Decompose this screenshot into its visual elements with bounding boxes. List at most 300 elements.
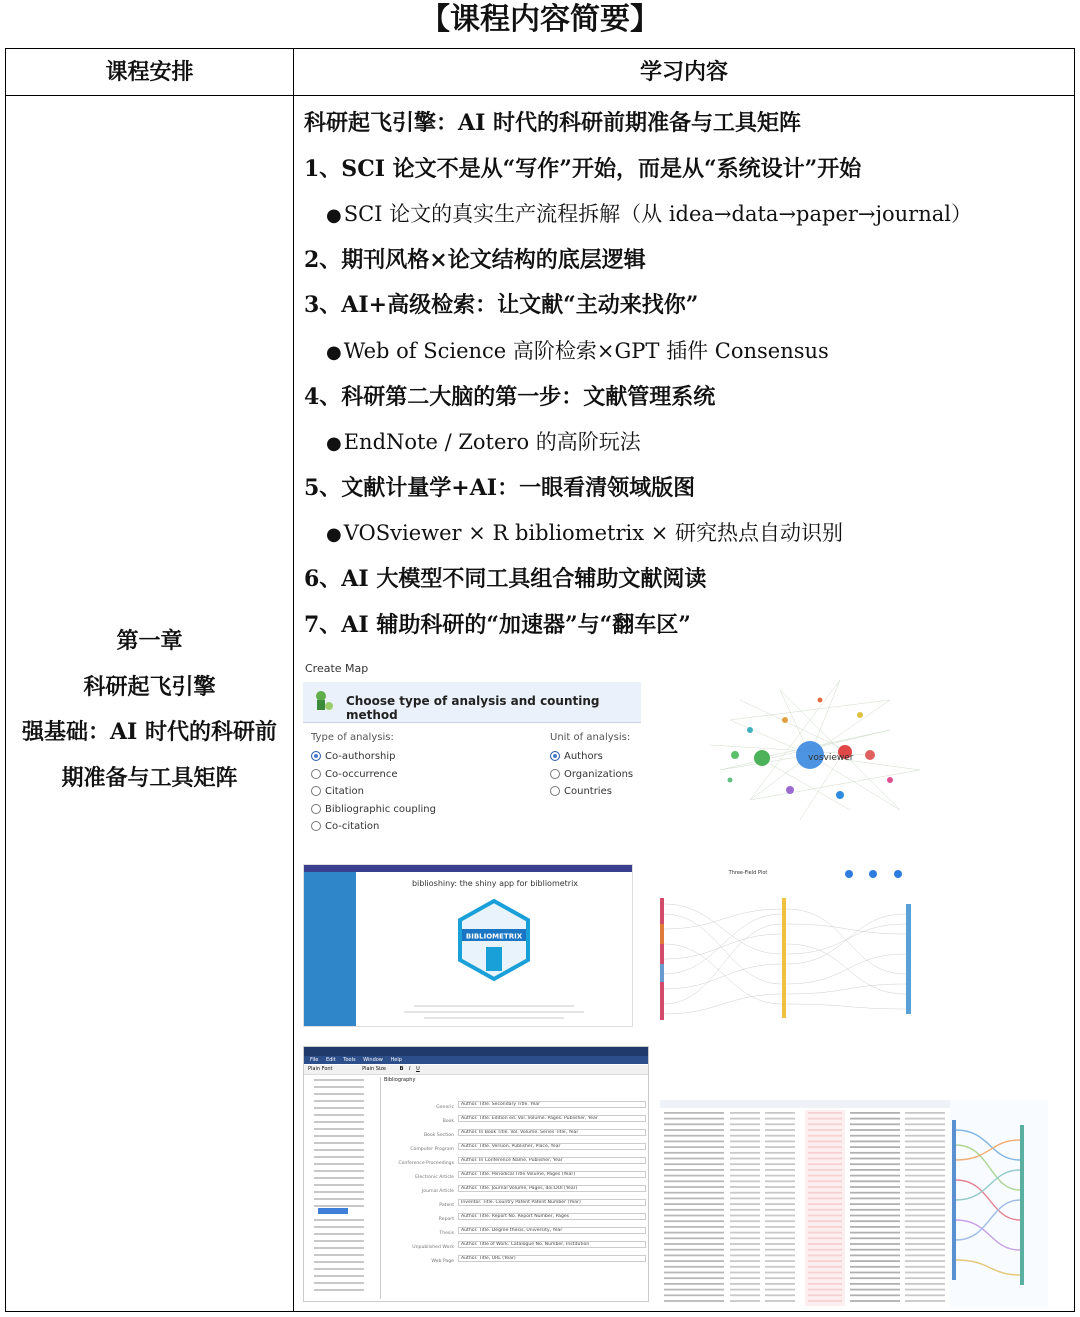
table-cell-line	[664, 1300, 724, 1302]
bullet-text: SCI 论文的真实生产流程拆解（从 idea→data→paper→journal）	[343, 202, 972, 227]
table-cell-line	[765, 1112, 795, 1114]
menu-file[interactable]: File	[310, 1057, 319, 1063]
table-cell-line	[765, 1123, 795, 1125]
table-cell-line	[730, 1158, 760, 1160]
network-nodes	[728, 698, 894, 800]
table-cell-line	[765, 1175, 795, 1177]
table-cell-line	[765, 1237, 795, 1239]
table-cell-line	[664, 1255, 724, 1257]
table-cell-line	[905, 1220, 945, 1222]
table-cell-line	[765, 1220, 795, 1222]
table-cell-line	[905, 1277, 945, 1279]
logo-text: BIBLIOMETRIX	[465, 932, 523, 941]
table-cell-line	[905, 1289, 945, 1291]
table-cell-line	[730, 1266, 760, 1268]
table-cell-line	[664, 1123, 724, 1125]
template-row[interactable]	[384, 1143, 646, 1153]
template-row[interactable]	[384, 1185, 646, 1195]
table-cell-line	[850, 1272, 900, 1274]
table-cell-line	[905, 1192, 945, 1194]
table-cell-line	[765, 1243, 795, 1245]
radio-icon	[311, 821, 321, 831]
radio-icon	[550, 769, 560, 779]
table-cell-line	[664, 1135, 724, 1137]
bullet-text: Web of Science 高阶检索×GPT 插件 Consensus	[343, 338, 829, 363]
editor-titlebar	[304, 1047, 649, 1056]
table-cell-line	[765, 1186, 795, 1188]
table-cell-line	[850, 1300, 900, 1302]
table-cell-line	[730, 1129, 760, 1131]
bullet-icon: ●	[326, 524, 342, 546]
type-option-citation[interactable]: Citation	[311, 783, 436, 801]
tree-items	[314, 1079, 364, 1081]
type-of-analysis-label: Type of analysis:	[311, 732, 394, 743]
header-schedule: 课程安排	[105, 59, 194, 85]
ref-template-text: Author. Title. Secondary Title. Year	[458, 1101, 646, 1108]
table-cell-line	[850, 1141, 900, 1143]
table-cell-line	[730, 1260, 760, 1262]
table-cell-line	[730, 1220, 760, 1222]
table-cell-line	[905, 1118, 945, 1120]
table-cell-line	[905, 1232, 945, 1234]
table-cell-line	[905, 1141, 945, 1143]
font-selector[interactable]: Plain Font	[308, 1066, 333, 1072]
style-tree	[308, 1077, 381, 1299]
unit-option-authors[interactable]: Authors	[550, 748, 633, 766]
type-option-co-authorship[interactable]: Co-authorship	[311, 748, 436, 766]
table-cell-line	[850, 1215, 900, 1217]
content-bullet-4	[304, 511, 1064, 557]
table-cell-line	[850, 1294, 900, 1296]
table-cell-line	[765, 1158, 795, 1160]
unit-options	[550, 748, 633, 801]
table-cell-line	[905, 1169, 945, 1171]
template-row[interactable]	[384, 1213, 646, 1223]
dialog-step-title: Choose type of analysis and counting method	[346, 694, 600, 722]
table-cell-line	[664, 1237, 724, 1239]
table-cell-line	[664, 1266, 724, 1268]
type-option-bibliographic-coupling[interactable]: Bibliographic coupling	[311, 801, 436, 819]
content-item-1: 1、SCI 论文不是从“写作”开始，而是从“系统设计”开始	[304, 155, 862, 182]
radio-selected-icon	[311, 751, 321, 761]
three-field-plot-screenshot	[658, 864, 936, 1027]
table-cell-line	[730, 1112, 760, 1114]
table-cell-line	[730, 1123, 760, 1125]
table-cell-line	[765, 1203, 795, 1205]
table-cell-line	[730, 1215, 760, 1217]
endnote-style-editor-screenshot	[303, 1046, 649, 1302]
ref-type-label: Conference Proceedings	[398, 1161, 454, 1166]
table-cell-line	[730, 1169, 760, 1171]
bibliometrix-logo-icon	[456, 899, 532, 983]
table-cell-line	[850, 1135, 900, 1137]
table-cell-line	[850, 1180, 900, 1182]
template-row[interactable]	[384, 1255, 646, 1265]
table-cell-line	[730, 1152, 760, 1154]
template-row[interactable]	[384, 1157, 646, 1167]
table-cell-line	[730, 1118, 760, 1120]
table-cell-line	[664, 1272, 724, 1274]
ref-template-text: Author. Title of Work. Catalogue No. Number, Institution	[458, 1241, 646, 1248]
template-row[interactable]	[384, 1241, 646, 1251]
table-cell-line	[905, 1180, 945, 1182]
ref-template-text: Author. Title. Journal Volume, Pages, doi:DOI (Year)	[458, 1185, 646, 1192]
biblioshiny-title: biblioshiny: the shiny app for bibliometrix	[411, 879, 579, 888]
bullet-icon: ●	[326, 433, 342, 455]
table-cell-line	[850, 1158, 900, 1160]
table-cell-line	[730, 1146, 760, 1148]
template-panel	[384, 1077, 646, 1299]
table-cell-line	[664, 1215, 724, 1217]
table-cell-line	[664, 1112, 724, 1114]
table-cell-line	[730, 1249, 760, 1251]
table-cell-line	[850, 1152, 900, 1154]
table-cell-line	[765, 1146, 795, 1148]
zoom-icon	[845, 870, 853, 878]
table-cell-line	[850, 1146, 900, 1148]
ref-template-text: Author. Title. Report No. Report Number, Pages	[458, 1213, 646, 1220]
radio-icon	[311, 769, 321, 779]
caption-line	[404, 1011, 584, 1013]
table-cell-line	[730, 1232, 760, 1234]
editor-menubar	[304, 1056, 649, 1064]
content-bullet-1	[304, 192, 1064, 238]
table-cell-line	[765, 1266, 795, 1268]
plot-toolbar	[844, 869, 914, 879]
template-row[interactable]	[384, 1115, 646, 1125]
table-cell-line	[664, 1180, 724, 1182]
type-option-co-citation[interactable]: Co-citation	[311, 818, 436, 836]
content-bullet-2	[304, 329, 1064, 375]
table-cell-line	[765, 1135, 795, 1137]
chapter-subtitle-2: 期准备与工具矩阵	[61, 764, 238, 791]
table-cell-line	[730, 1180, 760, 1182]
size-selector[interactable]: Plain Size	[362, 1066, 386, 1072]
table-cell-line	[730, 1283, 760, 1285]
table-cell-line	[850, 1266, 900, 1268]
biblioshiny-screenshot	[303, 864, 633, 1027]
table-cell-line	[765, 1141, 795, 1143]
table-cell-line	[850, 1260, 900, 1262]
table-cell-line	[850, 1169, 900, 1171]
underline-icon[interactable]: U	[416, 1066, 420, 1072]
table-cell-line	[850, 1255, 900, 1257]
radio-selected-icon	[550, 751, 560, 761]
caption-line	[424, 1017, 564, 1019]
table-cell-line	[765, 1294, 795, 1296]
ref-type-label: Book	[442, 1119, 454, 1124]
ref-type-label: Book Section	[424, 1133, 454, 1138]
bold-icon[interactable]: B	[399, 1066, 404, 1072]
table-cell-line	[730, 1294, 760, 1296]
table-cell-line	[905, 1243, 945, 1245]
table-cell-line	[664, 1243, 724, 1245]
template-row[interactable]	[384, 1129, 646, 1139]
bullet-text: EndNote / Zotero 的高阶玩法	[343, 430, 641, 455]
table-cell-line	[905, 1175, 945, 1177]
panel-title: Bibliography	[384, 1077, 416, 1083]
table-cell-line	[730, 1237, 760, 1239]
table-cell-line	[850, 1175, 900, 1177]
editor-toolbar	[304, 1065, 649, 1075]
ref-type-label: Electronic Article	[415, 1175, 454, 1180]
table-cell-line	[765, 1232, 795, 1234]
table-cell-line	[664, 1163, 724, 1165]
template-row[interactable]	[384, 1199, 646, 1209]
menu-help[interactable]: Help	[390, 1057, 402, 1063]
table-cell-line	[850, 1112, 900, 1114]
table-cell-line	[765, 1226, 795, 1228]
network-center-label: vosviewer	[808, 753, 854, 763]
table-cell-line	[765, 1249, 795, 1251]
content-bullet-3	[304, 420, 1064, 466]
table-cell-line	[905, 1272, 945, 1274]
table-cell-line	[850, 1123, 900, 1125]
table-cell-line	[664, 1141, 724, 1143]
table-cell-line	[765, 1300, 795, 1302]
chapter-number: 第一章	[116, 628, 183, 654]
table-cell-line	[905, 1186, 945, 1188]
table-cell-line	[765, 1129, 795, 1131]
table-cell-line	[765, 1215, 795, 1217]
ref-template-text: Inventor. Title. Country Patent Patent Number (Year)	[458, 1199, 646, 1206]
threefield-title: Three-Field Plot	[728, 870, 768, 876]
table-cell-line	[850, 1163, 900, 1165]
ref-template-text: Author. Title. Periodical Title Volume, Pages (Year)	[458, 1171, 646, 1178]
table-cell-line	[664, 1129, 724, 1131]
table-cell-line	[850, 1129, 900, 1131]
bullet-icon: ●	[326, 341, 342, 363]
table-cell-line	[850, 1220, 900, 1222]
table-cell-line	[730, 1141, 760, 1143]
header-divider	[6, 95, 1074, 96]
table-cell-line	[850, 1277, 900, 1279]
ref-template-text: Author. Title, URL (Year)	[458, 1255, 646, 1262]
template-row[interactable]	[384, 1227, 646, 1237]
column-divider	[293, 49, 294, 1311]
vosviewer-dialog-screenshot	[303, 660, 641, 844]
chapter-name: 科研起飞引擎	[83, 673, 216, 700]
table-cell-line	[905, 1249, 945, 1251]
table-cell-line	[730, 1255, 760, 1257]
ref-template-text: Author. Title. Version. Publisher, Place, Year	[458, 1143, 646, 1150]
table-cell-line	[664, 1186, 724, 1188]
table-cell-line	[850, 1232, 900, 1234]
table-cell-line	[664, 1232, 724, 1234]
page-title: 【课程内容简要】	[420, 2, 660, 37]
table-cell-line	[765, 1163, 795, 1165]
table-cell-line	[730, 1198, 760, 1200]
table-cell-line	[765, 1260, 795, 1262]
type-options	[311, 748, 436, 836]
table-cell-line	[730, 1209, 760, 1211]
table-cell-line	[905, 1112, 945, 1114]
table-cell-line	[850, 1237, 900, 1239]
table-cell-line	[850, 1289, 900, 1291]
ref-type-label: Thesis	[439, 1231, 454, 1236]
table-cell-line	[850, 1226, 900, 1228]
table-cell-line	[664, 1146, 724, 1148]
unit-option-organizations[interactable]: Organizations	[550, 766, 633, 784]
radio-icon	[311, 804, 321, 814]
ref-template-text: Author. Title. Degree thesis, University, Year	[458, 1227, 646, 1234]
table-cell-line	[850, 1283, 900, 1285]
table-cell-line	[664, 1198, 724, 1200]
template-row[interactable]	[384, 1171, 646, 1181]
table-cell-line	[765, 1169, 795, 1171]
caption-line	[414, 1005, 574, 1007]
sankey-diagram	[658, 894, 936, 1024]
ref-type-label: Computer Program	[410, 1147, 454, 1152]
template-row[interactable]	[384, 1101, 646, 1111]
table-cell-line	[664, 1169, 724, 1171]
dialog-step-header	[303, 682, 641, 723]
tree-selected-item[interactable]	[318, 1208, 348, 1214]
content-item-5: 5、文献计量学+AI：一眼看清领域版图	[304, 474, 696, 501]
table-cell-line	[765, 1277, 795, 1279]
table-cell-line	[730, 1135, 760, 1137]
table-cell-line	[765, 1198, 795, 1200]
unit-option-countries[interactable]: Countries	[550, 783, 633, 801]
table-cell-line	[730, 1289, 760, 1291]
menu-tools[interactable]: Tools	[343, 1057, 356, 1063]
table-cell-line	[850, 1192, 900, 1194]
chapter-cell	[6, 619, 293, 801]
ref-template-text: Author. In Book Title. Vol. Volume. Series Title, Year	[458, 1129, 646, 1136]
radio-icon	[311, 786, 321, 796]
table-cell-line	[905, 1135, 945, 1137]
content-heading: 科研起飞引擎：AI 时代的科研前期准备与工具矩阵	[304, 110, 802, 136]
table-cell-line	[730, 1300, 760, 1302]
unit-of-analysis-label: Unit of analysis:	[550, 732, 631, 743]
table-cell-line	[850, 1186, 900, 1188]
table-cell-line	[765, 1255, 795, 1257]
table-cell-line	[664, 1209, 724, 1211]
content-item-3: 3、AI+高级检索：让文献“主动来找你”	[304, 292, 699, 319]
ref-type-label: Journal Article	[421, 1189, 454, 1194]
table-cell-line	[664, 1118, 724, 1120]
table-cell-line	[850, 1203, 900, 1205]
table-cell-line	[730, 1243, 760, 1245]
content-list	[304, 101, 1064, 648]
network-graph	[690, 660, 950, 844]
dialog-window-title: Create Map	[305, 662, 369, 675]
table-cell-line	[730, 1163, 760, 1165]
table-cell-line	[850, 1209, 900, 1211]
table-cell-line	[905, 1260, 945, 1262]
settings-icon	[894, 870, 902, 878]
table-cell-line	[765, 1192, 795, 1194]
ref-type-label: Generic	[436, 1105, 454, 1110]
table-cell-line	[905, 1300, 945, 1302]
chapter-subtitle-1: 强基础：AI 时代的科研前	[21, 719, 278, 745]
table-cell-line	[765, 1283, 795, 1285]
table-cell-line	[905, 1255, 945, 1257]
ref-type-label: Patent	[439, 1203, 454, 1208]
table-cell-line	[905, 1237, 945, 1239]
wizard-icon	[311, 688, 335, 714]
table-cell-line	[765, 1272, 795, 1274]
table-cell-line	[905, 1129, 945, 1131]
radio-icon	[550, 786, 560, 796]
menu-edit[interactable]: Edit	[325, 1057, 336, 1063]
table-and-flow	[660, 1100, 1048, 1308]
table-cell-line	[905, 1215, 945, 1217]
table-cell-line	[730, 1186, 760, 1188]
menu-window[interactable]: Window	[363, 1057, 383, 1063]
table-cell-line	[664, 1260, 724, 1262]
table-cell-line	[905, 1226, 945, 1228]
table-cell-line	[905, 1123, 945, 1125]
ref-type-label: Web Page	[431, 1259, 454, 1264]
content-item-6: 6、AI 大模型不同工具组合辅助文献阅读	[304, 565, 707, 592]
table-cell-line	[905, 1203, 945, 1205]
export-icon	[869, 870, 877, 878]
table-cell-line	[850, 1243, 900, 1245]
table-cell-line	[730, 1277, 760, 1279]
table-cell-line	[664, 1203, 724, 1205]
table-cell-line	[905, 1294, 945, 1296]
table-cell-line	[664, 1175, 724, 1177]
network-map-screenshot	[690, 660, 950, 844]
table-cell-line	[765, 1118, 795, 1120]
ref-template-text: Author. In Conference Name. Publisher, Year	[458, 1157, 646, 1164]
table-cell-line	[905, 1266, 945, 1268]
table-cell-line	[664, 1294, 724, 1296]
table-cell-line	[905, 1163, 945, 1165]
table-cell-line	[664, 1226, 724, 1228]
table-cell-line	[905, 1283, 945, 1285]
ref-template-text: Author. Title. Edition ed. Vol. Volume. Pages. Publisher, Year	[458, 1115, 646, 1122]
app-topbar	[304, 865, 633, 872]
header-content: 学习内容	[639, 59, 728, 85]
content-item-7: 7、AI 辅助科研的“加速器”与“翻车区”	[304, 611, 691, 638]
table-cell-line	[765, 1289, 795, 1291]
ref-type-label: Unpublished Work	[412, 1245, 454, 1250]
bullet-icon: ●	[326, 205, 342, 227]
table-cell-line	[905, 1152, 945, 1154]
table-cell-line	[664, 1283, 724, 1285]
ref-type-label: Report	[438, 1217, 454, 1222]
table-cell-line	[664, 1152, 724, 1154]
table-cell-line	[664, 1158, 724, 1160]
data-table-screenshot	[660, 1100, 1048, 1308]
table-cell-line	[730, 1272, 760, 1274]
table-cell-line	[765, 1180, 795, 1182]
table-cell-line	[664, 1277, 724, 1279]
type-option-co-occurrence[interactable]: Co-occurrence	[311, 766, 436, 784]
table-cell-line	[765, 1152, 795, 1154]
table-cell-line	[730, 1226, 760, 1228]
table-cell-line	[730, 1203, 760, 1205]
table-cell-line	[765, 1209, 795, 1211]
table-cell-line	[905, 1209, 945, 1211]
bullet-text: VOSviewer × R bibliometrix × 研究热点自动识别	[343, 521, 844, 546]
table-cell-line	[850, 1249, 900, 1251]
table-cell-line	[905, 1198, 945, 1200]
table-cell-line	[730, 1175, 760, 1177]
italic-icon[interactable]: I	[409, 1066, 411, 1072]
table-cell-line	[850, 1118, 900, 1120]
table-cell-line	[664, 1220, 724, 1222]
table-cell-line	[905, 1158, 945, 1160]
table-cell-line	[664, 1192, 724, 1194]
table-cell-line	[905, 1146, 945, 1148]
table-cell-line	[730, 1192, 760, 1194]
table-cell-line	[664, 1249, 724, 1251]
app-sidebar	[304, 872, 356, 1027]
table-cell-line	[850, 1198, 900, 1200]
